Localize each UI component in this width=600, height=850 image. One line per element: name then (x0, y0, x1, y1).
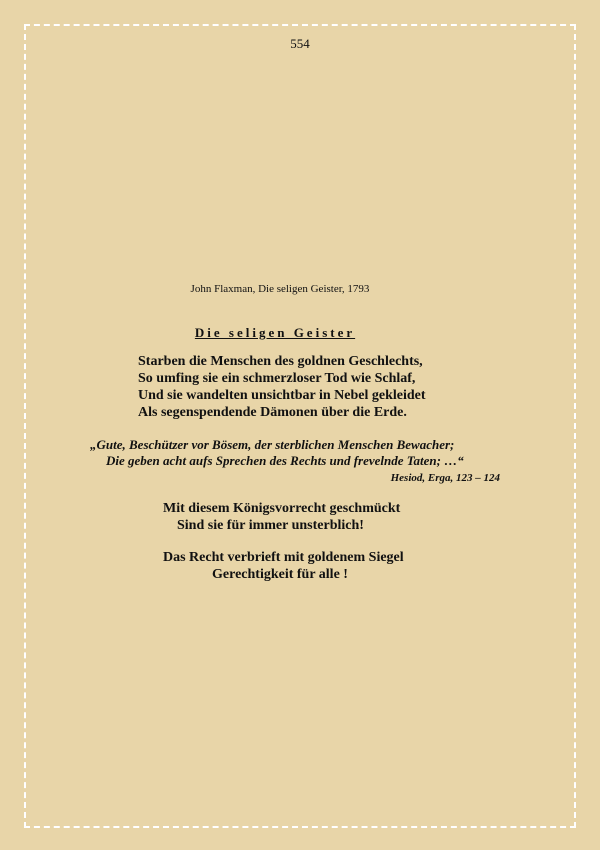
quote-source: Hesiod, Erga, 123 – 124 (390, 472, 500, 484)
page-border (24, 24, 576, 828)
page-number: 554 (290, 36, 310, 51)
stanza-three-line-1: Das Recht verbrieft mit goldenem Siegel (163, 550, 404, 565)
stanza-line: Und sie wandelten unsichtbar in Nebel gekleidet (138, 388, 426, 403)
stanza-line: So umfing sie ein schmerzloser Tod wie Schlaf, (138, 371, 416, 386)
stanza-line: Als segenspendende Dämonen über die Erde. (138, 405, 407, 420)
stanza-one (138, 353, 558, 421)
hesiod-quote (90, 437, 510, 469)
stanza-two-line-2: Sind sie für immer unsterblich! (177, 518, 364, 533)
stanza-two-line-1: Mit diesem Königsvorrecht geschmückt (163, 501, 401, 516)
stanza-line: Starben die Menschen des goldnen Geschlechts, (138, 354, 423, 369)
stanza-three-line-2: Gerechtigkeit für alle ! (212, 567, 348, 582)
quote-line: „Gute, Beschützer vor Bösem, der sterblichen Menschen Bewacher; (90, 437, 455, 452)
quote-line: Die geben acht aufs Sprechen des Rechts und frevelnde Taten; …“ (106, 453, 464, 468)
figure-caption: John Flaxman, Die seligen Geister, 1793 (190, 283, 370, 295)
poem-title: Die seligen Geister (194, 325, 356, 340)
